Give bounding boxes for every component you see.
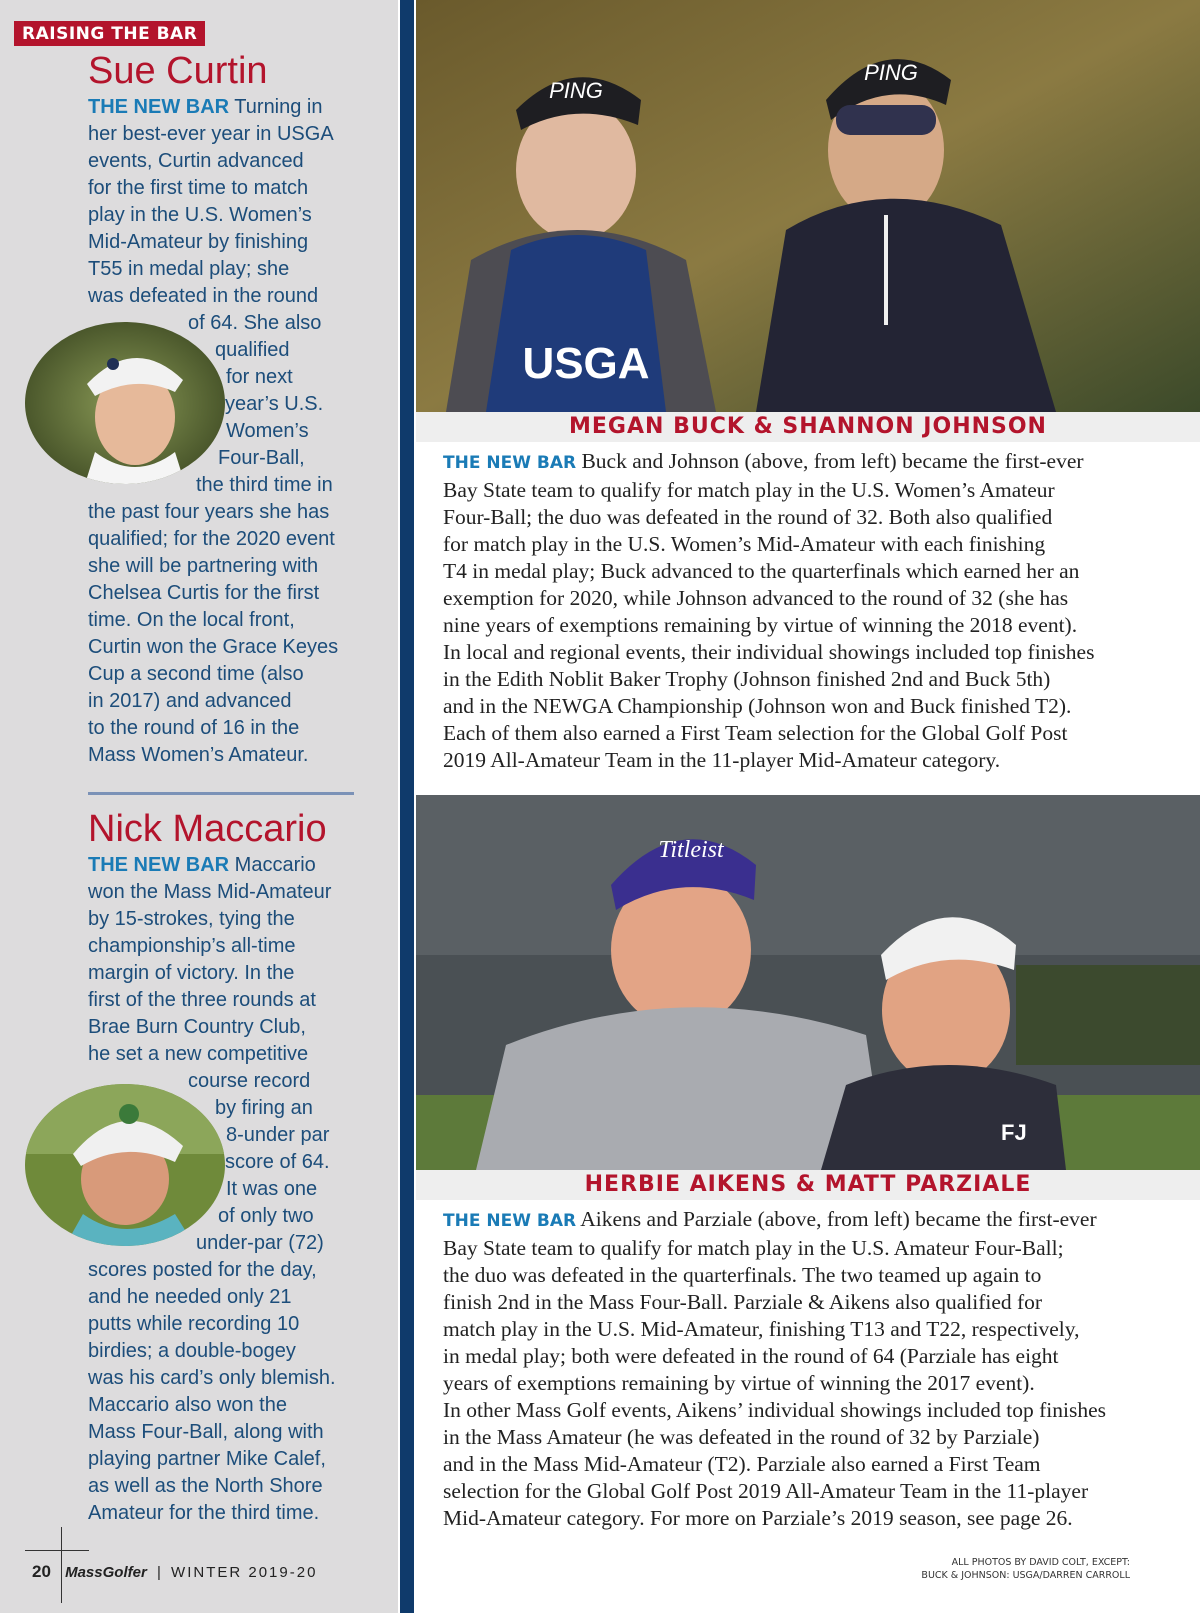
body-line-text: time. On the local front, xyxy=(88,609,295,631)
body-line-text: Mass Four-Ball, along with xyxy=(88,1421,324,1443)
body-line-text: in the Mass Amateur (he was defeated in the round of 32 by Parziale) xyxy=(443,1425,1040,1449)
body-line-text: Maccario xyxy=(229,854,316,876)
body-line xyxy=(88,607,368,634)
body-line-text: she will be partnering with xyxy=(88,555,319,577)
magazine-title: MassGolfer xyxy=(65,1564,147,1581)
body-line-text: finish 2nd in the Mass Four-Ball. Parziale & Aikens also qualified for xyxy=(443,1290,1043,1314)
cap-titleist-logo: Titleist xyxy=(658,837,724,863)
photo-aikens-parziale xyxy=(416,795,1200,1170)
photo-buck-johnson xyxy=(416,0,1200,412)
body-line xyxy=(88,1014,368,1041)
the-new-bar-label: THE NEW BAR xyxy=(88,854,230,876)
body-line xyxy=(88,906,368,933)
body-line-text: for match play in the U.S. Women’s Mid-Amateur with each finishing xyxy=(443,532,1046,556)
body-line xyxy=(88,879,368,906)
body-line xyxy=(88,688,368,715)
body-line xyxy=(443,531,1143,558)
body-line xyxy=(88,661,368,688)
body-line xyxy=(443,1235,1143,1262)
body-line xyxy=(443,693,1143,720)
body-line-text: in the Edith Noblit Baker Trophy (Johnson finished 2nd and Buck 5th) xyxy=(443,667,1051,691)
body-line xyxy=(88,229,368,256)
body-line-text: margin of victory. In the xyxy=(88,962,295,984)
body-line xyxy=(88,1311,368,1338)
the-new-bar-label: THE NEW BAR xyxy=(88,96,230,118)
body-line-text: won the Mass Mid-Amateur xyxy=(88,881,332,903)
body-line-text: Amateur for the third time. xyxy=(88,1502,320,1524)
issue-label: WINTER 2019-20 xyxy=(171,1564,318,1581)
body-line xyxy=(88,499,368,526)
body-line-text: T55 in medal play; she xyxy=(88,258,290,280)
body-line-text: 2019 All-Amateur Team in the 11-player Mid-Amateur category. xyxy=(443,748,1001,772)
body-line xyxy=(443,1343,1143,1370)
credit-line: ALL PHOTOS BY DAVID COLT, EXCEPT: xyxy=(951,1557,1130,1568)
body-line-text: birdies; a double-bogey xyxy=(88,1340,296,1362)
body-line-text: Aikens and Parziale (above, from left) became the first-ever xyxy=(576,1207,1097,1231)
body-line-text: in 2017) and advanced xyxy=(88,690,292,712)
body-line-text: of only two xyxy=(218,1205,314,1227)
body-line xyxy=(88,256,368,283)
body-line xyxy=(443,639,1143,666)
body-line-text: selection for the Global Golf Post 2019 All-Amateur Team in the 11-player xyxy=(443,1479,1089,1503)
body-line xyxy=(88,121,368,148)
vertical-rule xyxy=(400,0,414,1613)
body-line xyxy=(88,715,368,742)
body-line xyxy=(443,1424,1143,1451)
body-line-text: he set a new competitive xyxy=(88,1043,309,1065)
body-line xyxy=(443,1370,1143,1397)
body-line xyxy=(88,94,368,121)
body-line xyxy=(443,612,1143,639)
body-line xyxy=(88,987,368,1014)
body-line-text: play in the U.S. Women’s xyxy=(88,204,312,226)
cap-right-logo: PING xyxy=(864,60,918,85)
section-tag: RAISING THE BAR xyxy=(14,21,205,46)
body-line xyxy=(443,1451,1143,1478)
body-line xyxy=(443,1397,1143,1424)
body-line xyxy=(443,585,1143,612)
body-line xyxy=(88,175,368,202)
body-line xyxy=(443,477,1143,504)
body-line xyxy=(443,720,1143,747)
cap-left-logo: PING xyxy=(549,78,603,103)
body-line-text: exemption for 2020, while Johnson advanced to the round of 32 (she has xyxy=(443,586,1069,610)
body-line-text: course record xyxy=(188,1070,311,1092)
body-line-text: was his card’s only blemish. xyxy=(88,1367,336,1389)
body-line xyxy=(88,148,368,175)
body-line-text: scores posted for the day, xyxy=(88,1259,317,1281)
body-line xyxy=(88,852,368,879)
body-line-text: under-par (72) xyxy=(196,1232,324,1254)
body-line-text: qualified; for the 2020 event xyxy=(88,528,335,550)
body-line xyxy=(88,1419,368,1446)
body-line-text: Buck and Johnson (above, from left) became the first-ever xyxy=(576,449,1084,473)
body-line xyxy=(88,580,368,607)
section-divider xyxy=(88,792,354,795)
body-line-text: In local and regional events, their individual showings included top finishes xyxy=(443,640,1095,664)
body-line-text: Four-Ball; the duo was defeated in the round of 32. Both also qualified xyxy=(443,505,1053,529)
body-line xyxy=(88,1284,368,1311)
caption-buck-johnson: MEGAN BUCK & SHANNON JOHNSON xyxy=(416,412,1200,442)
credit-line: BUCK & JOHNSON: USGA/DARREN CARROLL xyxy=(921,1570,1130,1581)
curtin-avatar xyxy=(25,322,225,484)
body-line-text: It was one xyxy=(226,1178,318,1200)
body-line-text: Cup a second time (also xyxy=(88,663,304,685)
body-line-text: Mid-Amateur category. For more on Parziale’s 2019 season, see page 26. xyxy=(443,1506,1073,1530)
body-line-text: qualified xyxy=(215,339,290,361)
body-line-text: Turning in xyxy=(229,96,323,118)
body-line-text: score of 64. xyxy=(225,1151,330,1173)
body-line-text: Brae Burn Country Club, xyxy=(88,1016,306,1038)
body-line xyxy=(443,1505,1143,1532)
body-line xyxy=(88,960,368,987)
the-new-bar-label: THE NEW BAR xyxy=(443,453,577,473)
maccario-avatar xyxy=(25,1084,225,1246)
photo-credit xyxy=(921,1556,1130,1582)
body-line-text: the duo was defeated in the quarterfinals. The two teamed up again to xyxy=(443,1263,1042,1287)
body-line-text: Four-Ball, xyxy=(218,447,305,469)
body-line xyxy=(88,1338,368,1365)
body-line-text: of 64. She also xyxy=(188,312,322,334)
body-line xyxy=(88,202,368,229)
body-line xyxy=(443,747,1143,774)
body-line xyxy=(88,1257,368,1284)
body-line xyxy=(88,1446,368,1473)
body-line-text: and in the NEWGA Championship (Johnson won and Buck finished T2). xyxy=(443,694,1072,718)
body-line xyxy=(88,283,368,310)
body-line-text: Mid-Amateur by finishing xyxy=(88,231,309,253)
body-line-text: Bay State team to qualify for match play in the U.S. Women’s Amateur xyxy=(443,478,1055,502)
body-line-text: Chelsea Curtis for the first xyxy=(88,582,320,604)
crop-mark xyxy=(25,1550,89,1551)
body-line xyxy=(88,1473,368,1500)
body-line-text: to the round of 16 in the xyxy=(88,717,300,739)
body-line-text: putts while recording 10 xyxy=(88,1313,300,1335)
body-line xyxy=(88,933,368,960)
body-line xyxy=(88,742,368,769)
body-line xyxy=(443,1206,1143,1235)
body-line xyxy=(88,1500,368,1527)
page-number: 20 xyxy=(32,1562,51,1581)
maccario-name: Nick Maccario xyxy=(88,808,327,850)
body-line-text: the past four years she has xyxy=(88,501,330,523)
body-line-text: championship’s all-time xyxy=(88,935,296,957)
aikens-parziale-body xyxy=(443,1206,1143,1532)
body-line-text: Curtin won the Grace Keyes xyxy=(88,636,339,658)
body-line-text: was defeated in the round xyxy=(88,285,319,307)
body-line-text: and he needed only 21 xyxy=(88,1286,292,1308)
body-line xyxy=(88,1041,368,1068)
body-line xyxy=(443,666,1143,693)
body-line-text: by 15-strokes, tying the xyxy=(88,908,295,930)
curtin-name: Sue Curtin xyxy=(88,50,268,92)
the-new-bar-label: THE NEW BAR xyxy=(443,1211,577,1231)
body-line-text: by firing an xyxy=(215,1097,313,1119)
body-line xyxy=(88,634,368,661)
body-line-text: Each of them also earned a First Team selection for the Global Golf Post xyxy=(443,721,1068,745)
body-line-text: for the first time to match xyxy=(88,177,309,199)
body-line xyxy=(443,1478,1143,1505)
body-line-text: years of exemptions remaining by virtue of winning the 2017 event). xyxy=(443,1371,1035,1395)
body-line xyxy=(88,553,368,580)
body-line-text: match play in the U.S. Mid-Amateur, finishing T13 and T22, respectively, xyxy=(443,1317,1080,1341)
body-line xyxy=(88,1392,368,1419)
body-line-text: 8-under par xyxy=(226,1124,330,1146)
body-line-text: Maccario also won the xyxy=(88,1394,287,1416)
body-line xyxy=(443,504,1143,531)
body-line-text: nine years of exemptions remaining by virtue of winning the 2018 event). xyxy=(443,613,1078,637)
body-line-text: Mass Women’s Amateur. xyxy=(88,744,309,766)
body-line xyxy=(88,526,368,553)
body-line xyxy=(443,1289,1143,1316)
usga-bib-text: USGA xyxy=(522,339,650,388)
page-footer xyxy=(32,1562,317,1582)
body-line-text: for next xyxy=(226,366,293,388)
footer-separator: | xyxy=(156,1564,161,1581)
shirt-fj-logo: FJ xyxy=(1001,1120,1027,1145)
body-line-text: in medal play; both were defeated in the round of 64 (Parziale has eight xyxy=(443,1344,1059,1368)
body-line-text: her best-ever year in USGA xyxy=(88,123,334,145)
body-line-text: year’s U.S. xyxy=(225,393,324,415)
body-line-text: events, Curtin advanced xyxy=(88,150,304,172)
body-line xyxy=(443,1262,1143,1289)
body-line-text: playing partner Mike Calef, xyxy=(88,1448,326,1470)
body-line xyxy=(443,448,1143,477)
body-line xyxy=(443,558,1143,585)
body-line-text: Women’s xyxy=(226,420,309,442)
body-line-text: T4 in medal play; Buck advanced to the quarterfinals which earned her an xyxy=(443,559,1080,583)
caption-aikens-parziale: HERBIE AIKENS & MATT PARZIALE xyxy=(416,1170,1200,1200)
body-line xyxy=(443,1316,1143,1343)
body-line-text: In other Mass Golf events, Aikens’ individual showings included top finishes xyxy=(443,1398,1107,1422)
body-line-text: and in the Mass Mid-Amateur (T2). Parziale also earned a First Team xyxy=(443,1452,1041,1476)
body-line-text: Bay State team to qualify for match play in the U.S. Amateur Four-Ball; xyxy=(443,1236,1064,1260)
body-line-text: first of the three rounds at xyxy=(88,989,316,1011)
body-line-text: as well as the North Shore xyxy=(88,1475,323,1497)
buck-johnson-body xyxy=(443,448,1143,774)
body-line xyxy=(88,1365,368,1392)
body-line-text: the third time in xyxy=(196,474,333,496)
